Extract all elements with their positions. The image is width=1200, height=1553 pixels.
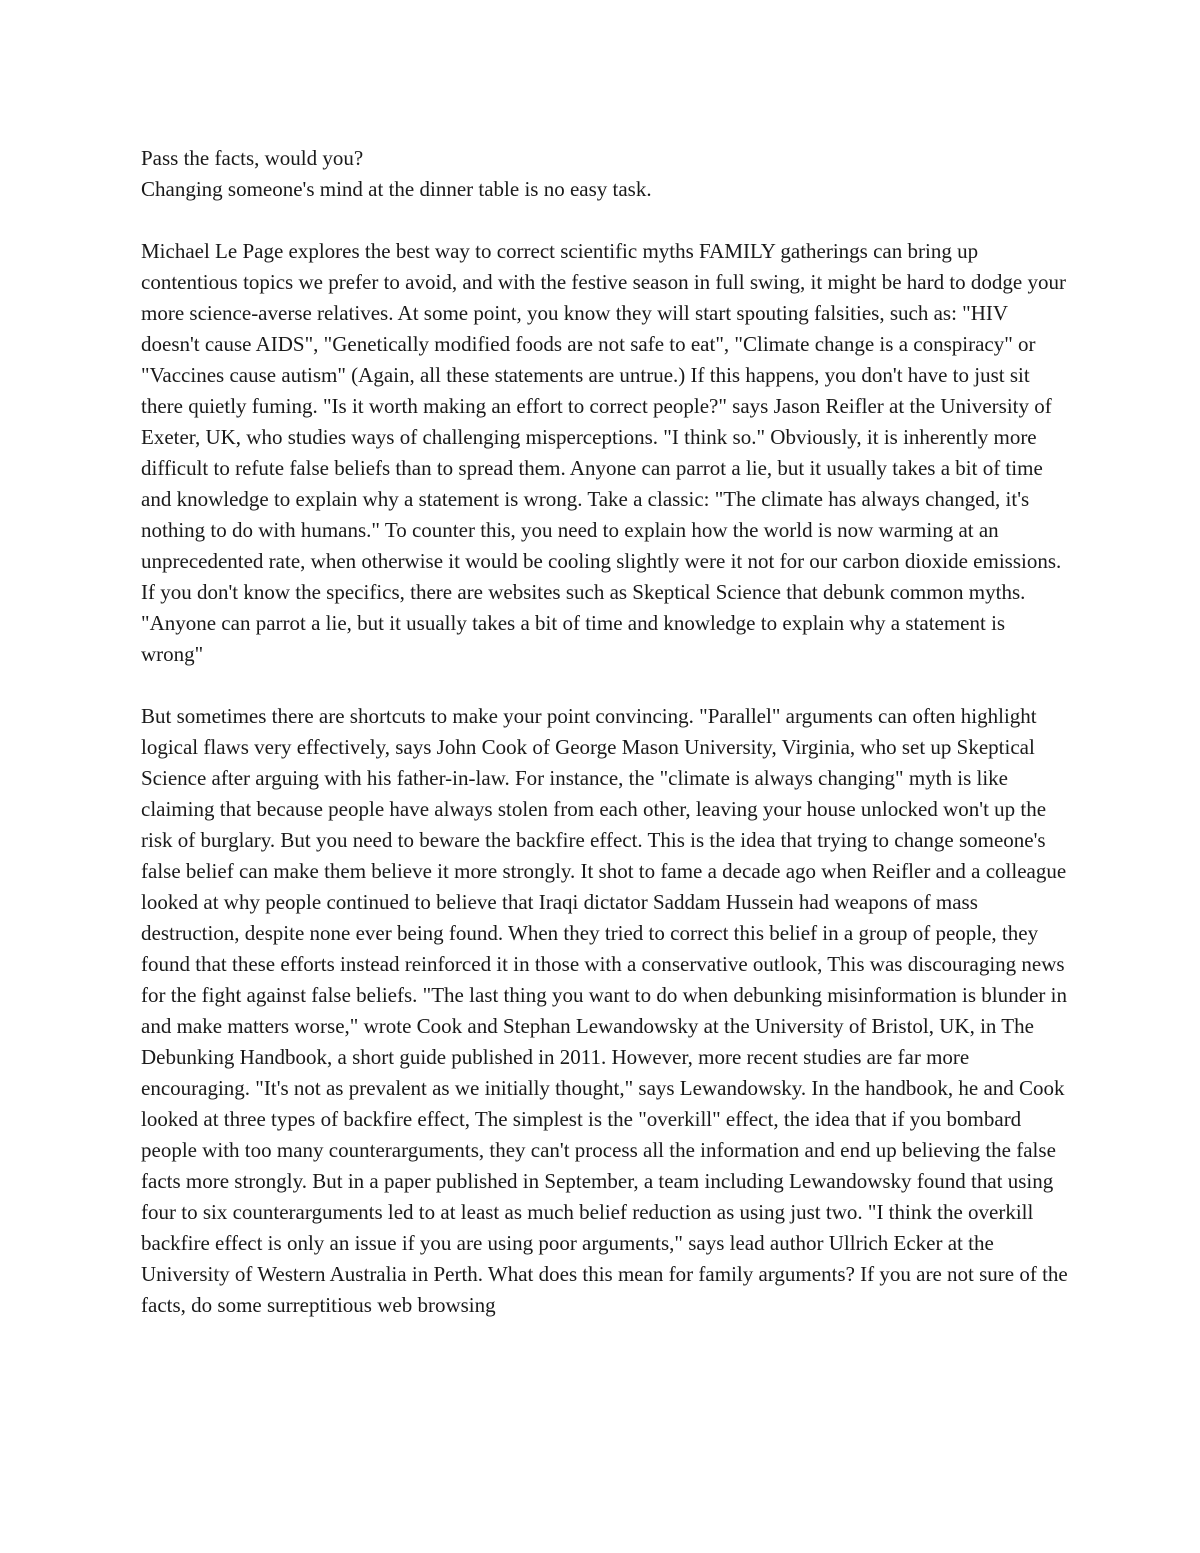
paragraph-2: But sometimes there are shortcuts to make your point convincing. "Parallel" arguments can often highlight logical flaws very effectively, says John Cook of George Mason University, Virginia, who set up Skeptical Science after arguing with his father-in-law. For instance, the "climate is always changing" myth is like claiming that because people have always stolen from each other, leaving your house unlocked won't up the risk of burglary. But you need to beware the backfire effect. This is the idea that trying to change someone's false belief can make them believe it more strongly. It shot to fame a decade ago when Reifler and a colleague looked at why people continued to believe that Iraqi dictator Saddam Hussein had weapons of mass destruction, despite none ever being found. When they tried to correct this belief in a group of people, they found that these efforts instead reinforced it in those with a conservative outlook, This was discouraging news for the fight against false beliefs. "The last thing you want to do when debunking misinformation is blunder in and make matters worse," wrote Cook and Stephan Lewandowsky at the University of Bristol, UK, in The Debunking Handbook, a short guide published in 2011. However, more recent studies are far more encouraging. "It's not as prevalent as we initially thought," says Lewandowsky. In the handbook, he and Cook looked at three types of backfire effect, The simplest is the "overkill" effect, the idea that if you bombard people with too many counterarguments, they can't process all the information and end up believing the false facts more strongly. But in a paper published in September, a team including Lewandowsky found that using four to six counterarguments led to at least as much belief reduction as using just two. "I think the overkill backfire effect is only an issue if you are using poor arguments," says lead author Ullrich Ecker at the University of Western Australia in Perth. What does this mean for family arguments? If you are not sure of the facts, do some surreptitious web browsing [141,704,1068,1317]
document-subtitle: Changing someone's mind at the dinner table is no easy task. [141,177,652,201]
spacer [141,205,1071,236]
paragraph-1: Michael Le Page explores the best way to correct scientific myths FAMILY gatherings can bring up contentious topics we prefer to avoid, and with the festive season in full swing, it might be hard to dodge your more science-averse relatives. At some point, you know they will start spouting falsities, such as: "HIV doesn't cause AIDS", "Genetically modified foods are not safe to eat", "Climate change is a conspiracy" or "Vaccines cause autism" (Again, all these statements are untrue.) If this happens, you don't have to just sit there quietly fuming. "Is it worth making an effort to correct people?" says Jason Reifler at the University of Exeter, UK, who studies ways of challenging misperceptions. "I think so." Obviously, it is inherently more difficult to refute false beliefs than to spread them. Anyone can parrot a lie, but it usually takes a bit of time and knowledge to explain why a statement is wrong. Take a classic: "The climate has always changed, it's nothing to do with humans." To counter this, you need to explain how the world is now warming at an unprecedented rate, when otherwise it would be cooling slightly were it not for our carbon dioxide emissions. If you don't know the specifics, there are websites such as Skeptical Science that debunk common myths. "Anyone can parrot a lie, but it usually takes a bit of time and knowledge to explain why a statement is wrong" [141,239,1066,666]
spacer [141,670,1071,701]
document-page [141,143,1071,1321]
document-title: Pass the facts, would you? [141,146,364,170]
